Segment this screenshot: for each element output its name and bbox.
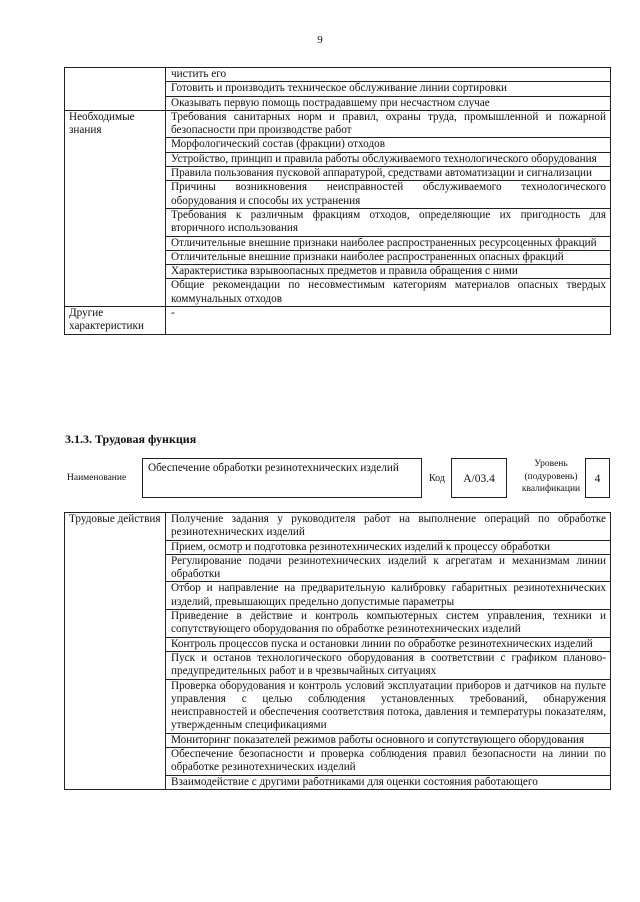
row-item: Оказывать первую помощь пострадавшему при несчастном случае <box>166 96 611 110</box>
row-item: Пуск и останов технологического оборудования в соответствии с графиком планово-предупредительных работ и в чрезвычайных ситуациях <box>166 651 611 679</box>
code-label: Код <box>429 473 445 484</box>
row-item: Проверка оборудования и контроль условий эксплуатации приборов и датчиков на пульте управления с целью соблюдения установленных требований, обнаружения неисправностей и обеспечения соответствия потока, давления и температуры показателям, утвержденным спецификациями <box>166 679 611 733</box>
row-item: Контроль процессов пуска и остановки линии по обработке резинотехнических изделий <box>166 637 611 651</box>
row-item: Отличительные внешние признаки наиболее распространенных опасных фракций <box>166 250 611 264</box>
row-item: Получение задания у руководителя работ на выполнение операций по обработке резинотехнических изделий <box>166 513 611 541</box>
function-name-value: Обеспечение обработки резинотехнических изделий <box>142 458 422 498</box>
row-item: Отбор и направление на предварительную калибровку габаритных резинотехнических изделий, превышающих предельно допустимые параметры <box>166 582 611 610</box>
row-item: Взаимодействие с другими работниками для оценки состояния работающего <box>166 775 611 789</box>
name-label: Наименование <box>67 473 127 483</box>
row-item: Требования санитарных норм и правил, охраны труда, промышленной и пожарной безопасности при производстве работ <box>166 110 611 138</box>
row-item: Правила пользования пусковой аппаратурой, средствами автоматизации и сигнализации <box>166 167 611 181</box>
table-row <box>65 68 611 82</box>
section-title: 3.1.3. Трудовая функция <box>65 432 197 446</box>
table-row <box>65 307 611 335</box>
row-item: Отличительные внешние признаки наиболее распространенных ресурсоценных фракций <box>166 236 611 250</box>
row-item: Прием, осмотр и подготовка резинотехнических изделий к процессу обработки <box>166 540 611 554</box>
row-item: Обеспечение безопасности и проверка соблюдения правил безопасности на линии по обработке резинотехнических изделий <box>166 748 611 776</box>
row-item: - <box>166 307 611 335</box>
row-item: Причины возникновения неисправностей обслуживаемого технологического оборудования и способы их устранения <box>166 181 611 209</box>
function-header <box>64 458 610 502</box>
labor-actions-table <box>64 512 611 790</box>
row-item: Устройство, принцип и правила работы обслуживаемого технологического оборудования <box>166 152 611 166</box>
row-item: Характеристика взрывоопасных предметов и правила обращения с ними <box>166 265 611 279</box>
row-item: Мониторинг показателей режимов работы основного и сопутствующего оборудования <box>166 733 611 747</box>
row-label: Трудовые действия <box>65 513 166 790</box>
level-label: Уровень (подуровень) квалификации <box>521 459 581 494</box>
function-code-value: А/03.4 <box>451 458 507 498</box>
page-number: 9 <box>317 34 323 46</box>
row-item: Требования к различным фракциям отходов, определяющие их пригодность для вторичного использования <box>166 208 611 236</box>
row-item: Приведение в действие и контроль компьютерных систем управления, техники и сопутствующего оборудования по обработке резинотехнических изделий <box>166 610 611 638</box>
table-row <box>65 110 611 138</box>
level-value: 4 <box>585 458 610 498</box>
row-item: Регулирование подачи резинотехнических изделий к агрегатам и механизмам линии обработки <box>166 554 611 582</box>
row-label: Необходимые знания <box>65 110 166 306</box>
table-row <box>65 513 611 541</box>
row-label <box>65 68 166 111</box>
row-item: Общие рекомендации по несовместимым категориям материалов опасных твердых коммунальных отходов <box>166 279 611 307</box>
knowledge-table <box>64 67 611 335</box>
row-item: чистить его <box>166 68 611 82</box>
row-item: Готовить и производить техническое обслуживание линии сортировки <box>166 82 611 96</box>
row-item: Морфологический состав (фракции) отходов <box>166 138 611 152</box>
row-label: Другие характеристики <box>65 307 166 335</box>
